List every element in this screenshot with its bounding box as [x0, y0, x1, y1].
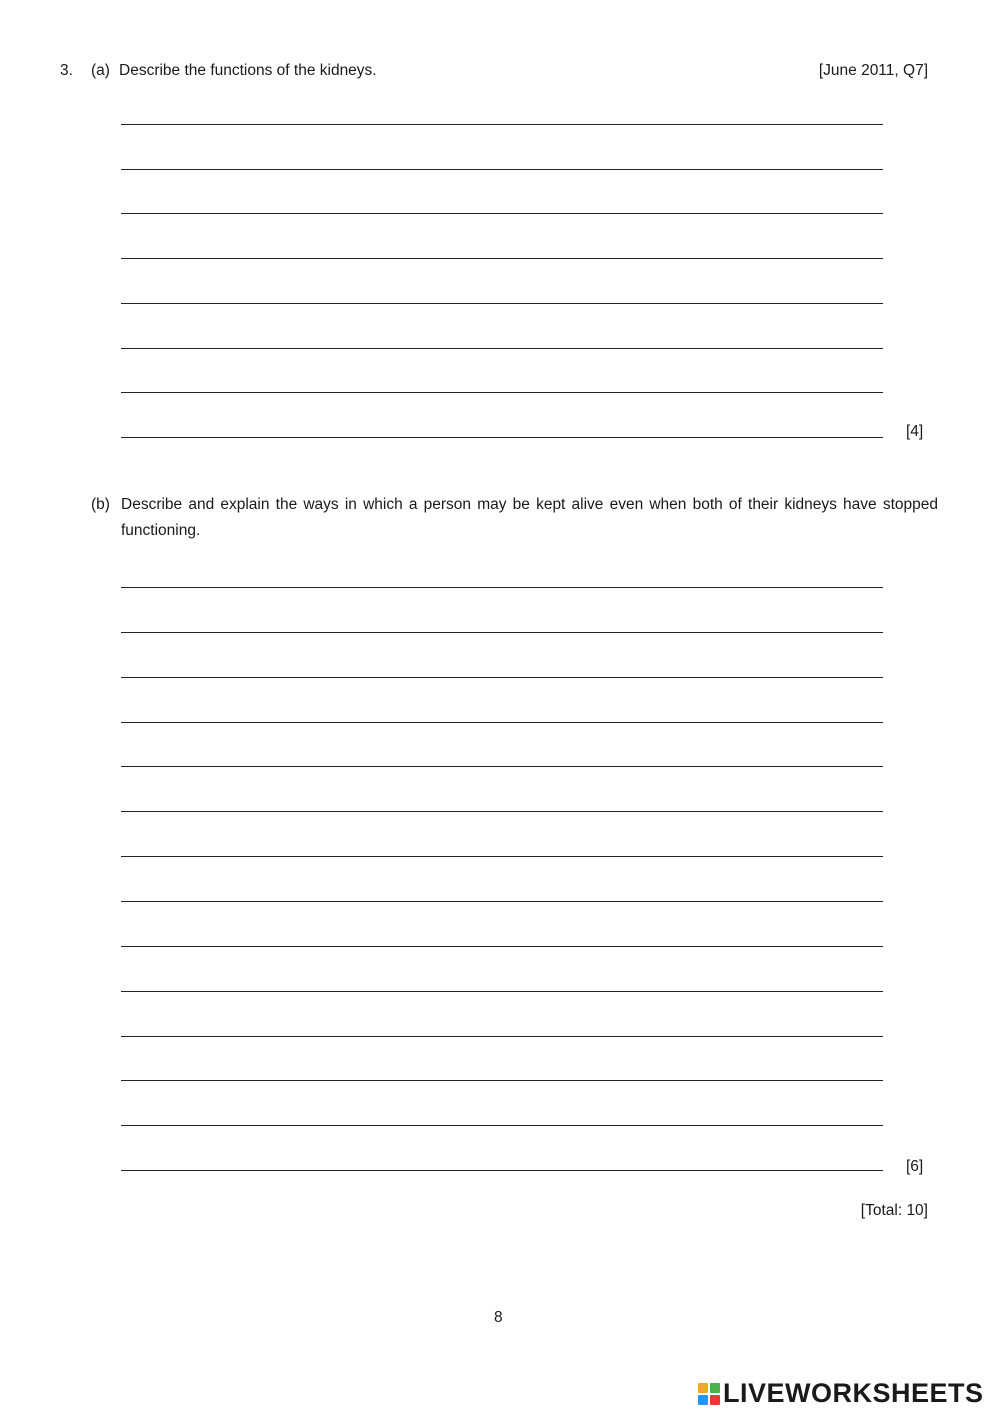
part-b-answer-input-4[interactable]	[121, 694, 891, 722]
part-a-answer-line-3	[121, 213, 883, 214]
part-a-answer-line-6	[121, 348, 883, 349]
part-b-answer-input-12[interactable]	[121, 1052, 891, 1080]
part-a-answer-line-2	[121, 169, 883, 170]
part-b-answer-line-1	[121, 587, 883, 588]
part-b-label: (b)	[91, 496, 110, 513]
part-b-answer-line-9	[121, 946, 883, 947]
part-b-answer-input-11[interactable]	[121, 1008, 891, 1036]
logo-square-1	[698, 1383, 708, 1393]
part-b-answer-input-14[interactable]	[121, 1142, 891, 1170]
part-b-answer-line-10	[121, 991, 883, 992]
part-a-answer-input-8[interactable]	[121, 409, 891, 437]
question-number: 3.	[60, 62, 73, 79]
question-reference: [June 2011, Q7]	[818, 62, 928, 79]
part-a-marks: [4]	[906, 423, 924, 440]
part-b-answer-input-3[interactable]	[121, 649, 891, 677]
part-b-answer-line-11	[121, 1036, 883, 1037]
page-number: 8	[494, 1309, 503, 1326]
logo-square-2	[710, 1383, 720, 1393]
part-b-answer-input-1[interactable]	[121, 559, 891, 587]
part-b-answer-input-9[interactable]	[121, 918, 891, 946]
part-a-answer-line-5	[121, 303, 883, 304]
liveworksheets-logo	[698, 1378, 984, 1409]
part-b-answer-line-4	[121, 722, 883, 723]
logo-text: LIVEWORKSHEETS	[723, 1378, 984, 1408]
part-a-answer-line-1	[121, 124, 883, 125]
part-a-question-text: Describe the functions of the kidneys.	[119, 62, 377, 79]
part-a-answer-input-4[interactable]	[121, 230, 891, 258]
part-b-answer-input-8[interactable]	[121, 873, 891, 901]
logo-square-4	[710, 1395, 720, 1405]
part-a-label: (a)	[91, 62, 110, 79]
part-b-answer-input-5[interactable]	[121, 738, 891, 766]
part-b-answer-line-2	[121, 632, 883, 633]
part-a-answer-input-6[interactable]	[121, 320, 891, 348]
part-a-answer-line-4	[121, 258, 883, 259]
part-a-answer-input-7[interactable]	[121, 364, 891, 392]
part-b-answer-line-5	[121, 766, 883, 767]
part-a-answer-line-8	[121, 437, 883, 438]
part-b-answer-input-6[interactable]	[121, 783, 891, 811]
part-b-question-text: Describe and explain the ways in which a person may be kept alive even when both of their kidneys have stopped functioning.	[121, 496, 938, 539]
part-a-answer-input-2[interactable]	[121, 141, 891, 169]
part-b-answer-line-12	[121, 1080, 883, 1081]
part-b-answer-input-13[interactable]	[121, 1097, 891, 1125]
part-b-answer-input-10[interactable]	[121, 963, 891, 991]
part-b-answer-input-7[interactable]	[121, 828, 891, 856]
part-a-answer-input-5[interactable]	[121, 275, 891, 303]
part-b-answer-line-3	[121, 677, 883, 678]
logo-grid-icon	[698, 1383, 720, 1405]
part-b-answer-line-13	[121, 1125, 883, 1126]
part-b-answer-line-8	[121, 901, 883, 902]
part-a-answer-input-1[interactable]	[121, 96, 891, 124]
part-b-marks: [6]	[906, 1158, 924, 1175]
logo-square-3	[698, 1395, 708, 1405]
part-b-answer-line-14	[121, 1170, 883, 1171]
part-a-answer-input-3[interactable]	[121, 185, 891, 213]
part-b-answer-line-7	[121, 856, 883, 857]
part-b-answer-input-2[interactable]	[121, 604, 891, 632]
total-marks: [Total: 10]	[860, 1202, 928, 1219]
part-b-answer-line-6	[121, 811, 883, 812]
part-a-answer-line-7	[121, 392, 883, 393]
